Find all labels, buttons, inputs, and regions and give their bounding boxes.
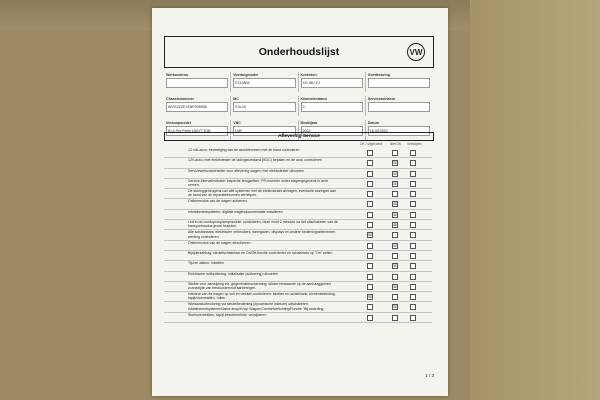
column-header-verholpen: Verholpen (407, 142, 422, 146)
checklist-item-text: Service-intervalindicatie: inspectie terugzetten, PR-nummer onder wagengegevens in acht nemen. (188, 178, 328, 188)
checklist-row (164, 302, 432, 312)
checkbox[interactable] (367, 304, 373, 310)
checklist-item-text: Tijd en datum: instellen (188, 261, 224, 266)
checklist-row (164, 210, 432, 220)
checkbox[interactable] (367, 243, 373, 249)
info-value: XG-967-FJ (301, 78, 363, 88)
checkbox[interactable] (410, 263, 416, 269)
info-cell (231, 72, 298, 92)
checklist-item-text: Interieur van de wagen op vuil en vlekken controleren: stoelen en achterbank, binnenbekleding, tapijt/vloermatten, ruiten (188, 292, 336, 301)
page-indicator: 1 / 3 (425, 373, 434, 378)
info-value (368, 102, 430, 112)
checkbox[interactable] (410, 243, 416, 249)
checklist-row (164, 230, 432, 240)
checklist-row (164, 241, 432, 251)
checkbox[interactable] (367, 253, 373, 259)
info-label: Serviceadviseur (367, 97, 396, 101)
info-label: Voertuigmodel (233, 73, 259, 77)
checkbox[interactable]: ☒ (393, 242, 397, 248)
checkbox[interactable]: ☒ (393, 283, 397, 289)
info-label: Werkorderno (166, 73, 189, 77)
info-value: 2022 (301, 126, 363, 136)
checkbox[interactable] (410, 160, 416, 166)
checkbox[interactable] (367, 284, 373, 290)
checklist-row (164, 261, 432, 271)
checklist-item-text: Wielaansluitmotoring via sleutelbediening (dynamische inkeuze) uitschakelen: infotainmentsysteem/Name-knop/Knop Wagen/Comfortverlichting/Functie "Bij naderling (188, 302, 324, 311)
info-value: E213NW (233, 78, 295, 88)
checkbox[interactable] (410, 284, 416, 290)
column-header-ok: OK / uitgevoerd (360, 142, 383, 146)
checklist-row (164, 251, 432, 261)
info-cell (231, 96, 298, 116)
background-right (470, 0, 600, 400)
checklist-item-text: Servicewerkzaamheden voor aflevering wagen: met elektrotester uitvoeren (188, 168, 304, 173)
info-cell (299, 72, 366, 92)
checklist-item-text: Stoelovertrekken, tapijt-beschermfolie: verwijderen (188, 312, 267, 317)
checkbox[interactable] (392, 150, 398, 156)
checkbox[interactable] (367, 263, 373, 269)
info-value: WVGZZZE2ZNP005958 (166, 102, 228, 112)
info-value: 3 (301, 102, 363, 112)
checkbox[interactable]: ☒ (393, 160, 397, 166)
column-header-niet-ok: Niet OK (390, 142, 402, 146)
checklist-row (164, 199, 432, 209)
checkbox[interactable]: ☒ (368, 232, 372, 238)
checklist-item-text: Onlinemodus van de wagen deactiveren. (188, 240, 252, 245)
info-cell (164, 96, 231, 116)
checklist-row (164, 292, 432, 302)
checkbox[interactable] (392, 315, 398, 321)
checkbox[interactable]: ☒ (393, 170, 397, 176)
checklist-item-text: De storinggeheugens van alle systemen met de elektrotester afvragen, eventuele storingen aan de hand van de reparatiebronnen verhelpen. (188, 189, 337, 198)
info-value (368, 78, 430, 88)
info-row (164, 72, 432, 92)
checkbox[interactable] (367, 274, 373, 280)
checkbox[interactable] (367, 222, 373, 228)
checkbox[interactable]: ☒ (368, 294, 372, 300)
info-label: Verkoopmodel (166, 121, 191, 125)
checkbox[interactable] (410, 232, 416, 238)
info-row (164, 96, 432, 116)
info-label: Kenteken (300, 73, 317, 77)
checkbox[interactable]: ☒ (393, 180, 397, 186)
checkbox[interactable] (367, 150, 373, 156)
checklist-item-text: Led in de noodoproeplampmodule: controleren, deze moet 2 minuten na het uitschakelen van de transportmodus groen branden. (188, 220, 338, 229)
checklist-item-text: 12V-accu: met elektrotester de ladingstoestand (SOC) bepalen en de accu controleren (188, 158, 322, 163)
checkbox[interactable] (410, 274, 416, 280)
checklist-item-text: Sticker voor aanwijzing inz. gegevensbescherming: sticker bestaande op de aanhaaggebied zonnezijde van bestuurdersruit aanbrengen. (188, 281, 331, 291)
checkbox[interactable] (392, 232, 398, 238)
info-label: Modeljaar (300, 121, 318, 125)
checkbox[interactable] (410, 191, 416, 197)
checklist-table (164, 148, 432, 323)
checkbox[interactable] (367, 171, 373, 177)
info-label: VBC (233, 121, 241, 125)
info-label: Datum (367, 121, 379, 125)
checkbox[interactable] (410, 304, 416, 310)
info-value: ID.4 Pro Perfo 150/77 E1B (166, 126, 228, 136)
checklist-item-text: Onlinemodus van de wagen activeren. (188, 199, 248, 204)
checklist-item-text: Bijrijdersairbag: sleutelschakelaar en On/Off-functie controleren en schakelaar op "On" zetten (188, 250, 333, 255)
checkbox[interactable] (410, 212, 416, 218)
checkbox[interactable]: ☒ (393, 201, 397, 207)
checklist-row (164, 148, 432, 158)
checkbox[interactable] (410, 253, 416, 259)
info-cell (299, 96, 366, 116)
checkbox[interactable] (392, 294, 398, 300)
checklist-row (164, 272, 432, 282)
info-label: Chassisnummer (166, 97, 194, 101)
checkbox[interactable] (410, 294, 416, 300)
checkbox[interactable] (392, 253, 398, 259)
checkbox[interactable]: ☒ (393, 263, 397, 269)
info-label: MC (233, 97, 239, 101)
checklist-row (164, 220, 432, 230)
info-cell (366, 72, 432, 92)
checkbox[interactable] (367, 212, 373, 218)
checkbox[interactable]: ☒ (393, 211, 397, 217)
checkbox[interactable] (410, 171, 416, 177)
checklist-row (164, 313, 432, 323)
checklist-row (164, 179, 432, 189)
checklist-item-text: Alle schakelaars, elektrische verbruikers, weergaven, displays en andere bedieningselementen: werking controleren (188, 230, 337, 239)
document-header (164, 36, 434, 68)
document-sheet (152, 8, 448, 396)
info-value: E3LJA (233, 102, 295, 112)
info-cell (366, 96, 432, 116)
checkbox[interactable] (410, 315, 416, 321)
info-cell (164, 72, 231, 92)
checklist-item-text: Elektrische ruitbediening: initialisatie (activering) uitvoeren (188, 271, 278, 276)
info-value: LMF (233, 126, 295, 136)
section-title: Aflevering Service (164, 132, 434, 141)
checkbox[interactable]: ☒ (393, 222, 397, 228)
checkbox[interactable] (367, 181, 373, 187)
checkbox[interactable] (392, 274, 398, 280)
info-value: 16.09.2022 (368, 126, 430, 136)
checkbox[interactable] (367, 315, 373, 321)
checklist-row (164, 169, 432, 179)
checkbox[interactable] (410, 181, 416, 187)
checkbox[interactable] (367, 191, 373, 197)
checkbox[interactable]: ☒ (393, 304, 397, 310)
checklist-row (164, 158, 432, 168)
checklist-item-text: Infotainmentsysteem: digitale wagendocumentatie installeren (188, 209, 283, 214)
document-title: Onderhoudslijst (258, 46, 340, 58)
info-value (166, 78, 228, 88)
checkbox[interactable] (410, 222, 416, 228)
checkbox[interactable] (367, 160, 373, 166)
checkbox[interactable] (410, 201, 416, 207)
checkbox[interactable] (410, 150, 416, 156)
vw-logo-icon: VW (407, 43, 425, 61)
checklist-row (164, 282, 432, 292)
info-label: Goedkeuring (367, 73, 390, 77)
checkbox[interactable] (392, 191, 398, 197)
checklist-row (164, 189, 432, 199)
checkbox[interactable] (367, 201, 373, 207)
info-label: Kilometerstand (300, 97, 327, 101)
checklist-item-text: 12 volt-accu: bevestiging van de accuklemmen met de hand controleren (188, 148, 300, 152)
